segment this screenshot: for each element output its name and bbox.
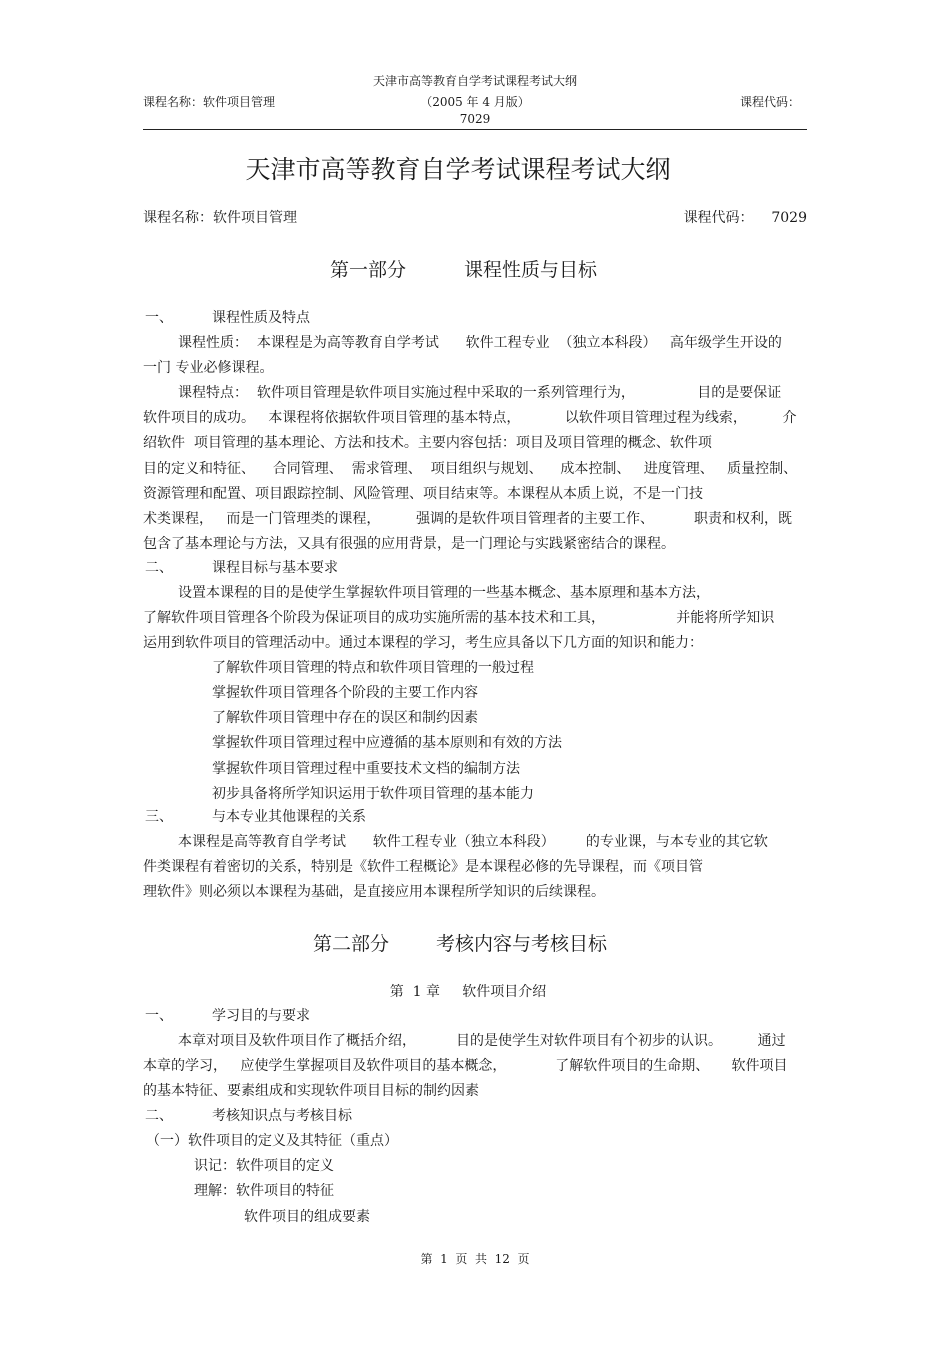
document-title: 天津市高等教育自学考试课程考试大纲 [245, 155, 671, 184]
running-header-edition: （2005 年 4 月版） [420, 95, 530, 109]
paragraph-line: 术类课程， 而是一门管理类的课程， 强调的是软件项目管理者的主要工作、 职责和权利，既 [143, 511, 793, 527]
paragraph-line: 课程特点： 软件项目管理是软件项目实施过程中采取的一系列管理行为， 目的是要保证 [178, 385, 782, 401]
recall-item: 识记：软件项目的定义 [194, 1158, 334, 1174]
understand-item: 理解：软件项目的特征 [194, 1183, 334, 1199]
chapter-heading: 第 1 章 软件项目介绍 [389, 984, 547, 1000]
objective-item: 了解软件项目管理的特点和软件项目管理的一般过程 [212, 660, 534, 676]
objective-item: 掌握软件项目管理各个阶段的主要工作内容 [212, 685, 478, 701]
section-number: 二、 [145, 560, 173, 576]
paragraph-line: 一门 专业必修课程。 [143, 360, 274, 376]
paragraph-line: 本课程是高等教育自学考试 软件工程专业（独立本科段） 的专业课，与本专业的其它软 [178, 834, 768, 850]
paragraph-line: 本章对项目及软件项目作了概括介绍， 目的是使学生对软件项目有个初步的认识。 通过 [178, 1033, 786, 1049]
section-heading: 与本专业其他课程的关系 [212, 809, 366, 825]
course-code: 课程代码： 7029 [683, 210, 807, 226]
understand-item: 软件项目的组成要素 [244, 1209, 370, 1225]
header-divider [143, 129, 807, 130]
running-header-code-value: 7029 [459, 112, 491, 126]
paragraph-line: 绍软件 项目管理的基本理论、方法和技术。主要内容包括：项目及项目管理的概念、软件项 [143, 435, 712, 451]
paragraph-line: 包含了基本理论与方法，又具有很强的应用背景，是一门理论与实践紧密结合的课程。 [143, 536, 675, 552]
part2-title: 考核内容与考核目标 [436, 933, 608, 955]
section-number: 二、 [145, 1108, 173, 1124]
section-heading: 课程性质及特点 [212, 310, 310, 326]
part1-label: 第一部分 [330, 259, 407, 281]
running-header-title: 天津市高等教育自学考试课程考试大纲 [372, 74, 577, 88]
paragraph-line: 件类课程有着密切的关系，特别是《软件工程概论》是本课程必修的先导课程，而《项目管 [143, 859, 703, 875]
paragraph-line: 运用到软件项目的管理活动中。通过本课程的学习，考生应具备以下几方面的知识和能力： [143, 635, 703, 651]
part1-title: 课程性质与目标 [464, 259, 598, 281]
paragraph-line: 了解软件项目管理各个阶段为保证项目的成功实施所需的基本技术和工具， 并能将所学知识 [143, 610, 775, 626]
section-heading: 考核知识点与考核目标 [212, 1108, 352, 1124]
paragraph-line: 设置本课程的目的是使学生掌握软件项目管理的一些基本概念、基本原理和基本方法， [178, 585, 710, 601]
objective-item: 了解软件项目管理中存在的误区和制约因素 [212, 710, 478, 726]
part2-label: 第二部分 [313, 933, 390, 955]
paragraph-line: 目的定义和特征、 合同管理、 需求管理、 项目组织与规划、 成本控制、 进度管理、 质量控制、 [143, 461, 798, 477]
page-number: 第 1 页 共 12 页 [420, 1252, 530, 1266]
running-header-course-name: 课程名称：软件项目管理 [143, 95, 276, 109]
section-number: 一、 [145, 1008, 173, 1024]
paragraph-line: 课程性质： 本课程是为高等教育自学考试 软件工程专业 （独立本科段） 高年级学生开设的 [178, 335, 782, 351]
section-heading: 课程目标与基本要求 [212, 560, 338, 576]
running-header-code-label: 课程代码： [740, 95, 801, 109]
section-number: 一、 [145, 310, 173, 326]
paragraph-line: 资源管理和配置、项目跟踪控制、风险管理、项目结束等。本课程从本质上说，不是一门技 [143, 486, 703, 502]
paragraph-line: 本章的学习， 应使学生掌握项目及软件项目的基本概念， 了解软件项目的生命期、 软件项目 [143, 1058, 788, 1074]
paragraph-line: 理软件》则必须以本课程为基础，是直接应用本课程所学知识的后续课程。 [143, 884, 605, 900]
objective-item: 初步具备将所学知识运用于软件项目管理的基本能力 [212, 786, 534, 802]
subsection-heading: （一）软件项目的定义及其特征（重点） [146, 1133, 398, 1149]
paragraph-line: 软件项目的成功。 本课程将依据软件项目管理的基本特点， 以软件项目管理过程为线索， 介 [143, 410, 797, 426]
section-number: 三、 [145, 809, 173, 825]
objective-item: 掌握软件项目管理过程中重要技术文档的编制方法 [212, 761, 520, 777]
paragraph-line: 的基本特征、要素组成和实现软件项目目标的制约因素 [143, 1083, 479, 1099]
course-name: 课程名称：软件项目管理 [143, 210, 297, 226]
objective-item: 掌握软件项目管理过程中应遵循的基本原则和有效的方法 [212, 735, 562, 751]
section-heading: 学习目的与要求 [212, 1008, 310, 1024]
